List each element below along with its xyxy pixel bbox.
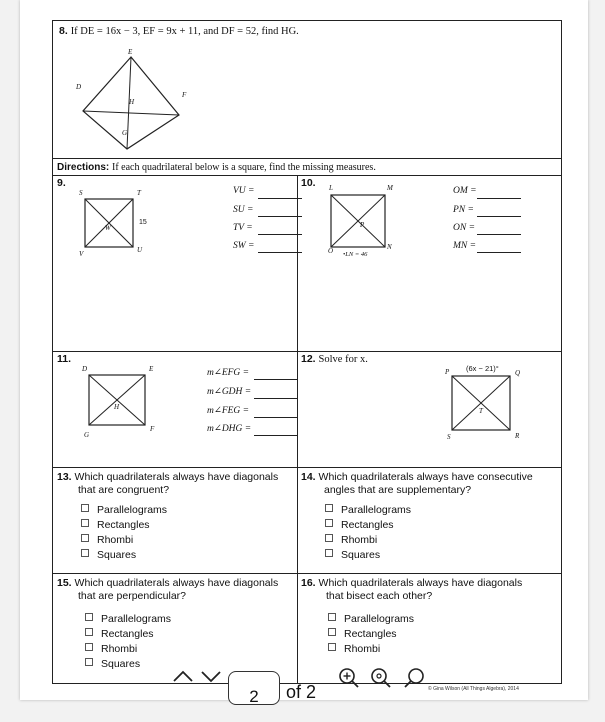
prompt-PN: PN = xyxy=(453,205,474,215)
problem-14-question: Which quadrilaterals always have consecutive xyxy=(318,471,533,483)
problem-16-question: Which quadrilaterals always have diagonals xyxy=(318,577,523,589)
copyright-notice: © Gina Wilson (All Things Algebra), 2014 xyxy=(428,686,519,692)
checkbox[interactable] xyxy=(81,504,89,512)
label-N-10: N xyxy=(387,243,392,251)
side-length-15: 15 xyxy=(139,219,147,226)
answer-blank-SU[interactable] xyxy=(258,216,302,217)
problem-14-line2: angles that are supplementary? xyxy=(324,484,472,496)
zoom-out-icon[interactable] xyxy=(404,667,426,689)
label-P-12: P xyxy=(445,368,450,376)
prompt-VU: VU = xyxy=(233,186,255,196)
zoom-reset-icon[interactable] xyxy=(370,667,392,689)
checkbox[interactable] xyxy=(85,628,93,636)
label-E-8: E xyxy=(128,48,133,56)
answer-blank-EFG[interactable] xyxy=(254,379,298,380)
answer-blank-ON[interactable] xyxy=(477,234,521,235)
zoom-in-icon[interactable] xyxy=(338,667,360,689)
label-F-11: F xyxy=(150,425,155,433)
label-M-10: M xyxy=(387,184,393,192)
problem-12 xyxy=(301,353,368,366)
prompt-OM: OM = xyxy=(453,186,477,196)
label-T-12: T xyxy=(479,407,483,415)
label-U-9: U xyxy=(137,246,143,254)
square-diagram-11 xyxy=(87,373,149,429)
problem-16-number: 16. xyxy=(301,577,316,589)
directions-text: If each quadrilateral below is a square, find the missing measures. xyxy=(112,162,376,173)
problem-12-text: Solve for x. xyxy=(318,354,368,365)
answer-blank-TV[interactable] xyxy=(258,234,302,235)
label-D-8: D xyxy=(76,83,82,91)
directions xyxy=(57,161,376,174)
option-13-parallelograms[interactable]: Parallelograms xyxy=(81,504,167,517)
label-T-9: T xyxy=(137,189,141,197)
checkbox[interactable] xyxy=(81,519,89,527)
checkbox[interactable] xyxy=(325,549,333,557)
option-15-rhombi[interactable]: Rhombi xyxy=(85,643,137,656)
problem-13-number: 13. xyxy=(57,471,72,483)
checkbox[interactable] xyxy=(325,519,333,527)
label-E-11: E xyxy=(149,365,154,373)
option-13-rhombi[interactable]: Rhombi xyxy=(81,534,133,547)
label-H-11: H xyxy=(114,403,120,411)
label-P-10: P xyxy=(360,221,365,229)
label-R-12: R xyxy=(515,432,520,440)
label-G-11: G xyxy=(84,431,90,439)
page-total: of 2 xyxy=(286,682,317,702)
problem-11-number: 11. xyxy=(57,353,72,365)
problem-12-number: 12. xyxy=(301,353,316,365)
pdf-viewer-toolbar xyxy=(160,663,435,706)
option-14-rectangles[interactable]: Rectangles xyxy=(325,519,394,532)
label-L-10: L xyxy=(329,184,333,192)
label-O-10: O xyxy=(328,247,334,255)
answer-blank-VU[interactable] xyxy=(258,198,302,199)
checkbox[interactable] xyxy=(81,549,89,557)
problem-9-number: 9. xyxy=(57,177,66,189)
answer-blank-GDH[interactable] xyxy=(254,398,298,399)
problem-13-question: Which quadrilaterals always have diagonals xyxy=(74,471,279,483)
chevron-up-icon[interactable] xyxy=(172,669,194,683)
label-S-9: S xyxy=(79,189,83,197)
prompt-GDH: m∠GDH = xyxy=(207,387,252,397)
checkbox[interactable] xyxy=(85,658,93,666)
label-G-8: G xyxy=(122,129,128,137)
option-15-rectangles[interactable]: Rectangles xyxy=(85,628,154,641)
prompt-DHG: m∠DHG = xyxy=(207,424,252,434)
prompt-FEG: m∠FEG = xyxy=(207,406,250,416)
option-14-rhombi[interactable]: Rhombi xyxy=(325,534,377,547)
label-D-11: D xyxy=(82,365,88,373)
answer-blank-DHG[interactable] xyxy=(254,435,298,436)
angle-LN-46: •LN = 46 xyxy=(343,251,368,258)
option-14-squares[interactable]: Squares xyxy=(325,549,380,562)
checkbox[interactable] xyxy=(85,643,93,651)
document-page xyxy=(20,0,588,700)
problem-13-line2: that are congruent? xyxy=(78,484,170,496)
answer-blank-FEG[interactable] xyxy=(254,417,298,418)
problem-15-question: Which quadrilaterals always have diagonals xyxy=(74,577,279,589)
option-14-parallelograms[interactable]: Parallelograms xyxy=(325,504,411,517)
current-page: 2 xyxy=(249,687,259,706)
checkbox[interactable] xyxy=(325,504,333,512)
problem-15-number: 15. xyxy=(57,577,72,589)
option-13-rectangles[interactable]: Rectangles xyxy=(81,519,150,532)
problem-8 xyxy=(59,25,299,38)
square-diagram-12 xyxy=(450,374,514,434)
checkbox[interactable] xyxy=(81,534,89,542)
checkbox[interactable] xyxy=(325,534,333,542)
answer-blank-SW[interactable] xyxy=(258,252,302,253)
angle-expression-12: (6x − 21)° xyxy=(466,364,499,373)
directions-label: Directions: xyxy=(57,162,110,173)
answer-blank-OM[interactable] xyxy=(477,198,521,199)
problem-10-number: 10. xyxy=(301,177,316,189)
checkbox[interactable] xyxy=(328,628,336,636)
problem-16-line1 xyxy=(301,577,522,590)
option-15-parallelograms[interactable]: Parallelograms xyxy=(85,613,171,626)
label-F-8: F xyxy=(182,91,187,99)
problem-14-line1 xyxy=(301,471,533,484)
prompt-TV: TV = xyxy=(233,223,253,233)
problem-16-line2: that bisect each other? xyxy=(326,590,433,602)
label-H-8: H xyxy=(129,98,135,106)
checkbox[interactable] xyxy=(85,613,93,621)
answer-blank-MN[interactable] xyxy=(477,252,521,253)
problem-15-line2: that are perpendicular? xyxy=(78,590,186,602)
problem-13-line1 xyxy=(57,471,278,484)
chevron-down-icon[interactable] xyxy=(200,669,222,683)
option-15-squares[interactable]: Squares xyxy=(85,658,140,671)
option-13-squares[interactable]: Squares xyxy=(81,549,136,562)
problem-14-number: 14. xyxy=(301,471,316,483)
prompt-MN: MN = xyxy=(453,241,477,251)
prompt-EFG: m∠EFG = xyxy=(207,368,250,378)
problem-8-number: 8. xyxy=(59,25,68,37)
label-V-9: V xyxy=(79,250,84,258)
label-Q-12: Q xyxy=(515,369,521,377)
rhombus-diagram-8 xyxy=(73,47,223,157)
problem-8-text: If DE = 16x − 3, EF = 9x + 11, and DF = 52, find HG. xyxy=(70,26,299,37)
prompt-SW: SW = xyxy=(233,241,255,251)
option-16-parallelograms[interactable]: Parallelograms xyxy=(328,613,414,626)
prompt-SU: SU = xyxy=(233,205,254,215)
label-W-9: W xyxy=(105,224,111,232)
option-16-rhombi[interactable]: Rhombi xyxy=(328,643,380,656)
problem-15-line1 xyxy=(57,577,278,590)
checkbox[interactable] xyxy=(328,643,336,651)
answer-blank-PN[interactable] xyxy=(477,216,521,217)
prompt-ON: ON = xyxy=(453,223,475,233)
checkbox[interactable] xyxy=(328,613,336,621)
label-S-12: S xyxy=(447,433,451,441)
option-16-rectangles[interactable]: Rectangles xyxy=(328,628,397,641)
square-diagram-10 xyxy=(329,193,389,251)
worksheet xyxy=(52,20,562,684)
